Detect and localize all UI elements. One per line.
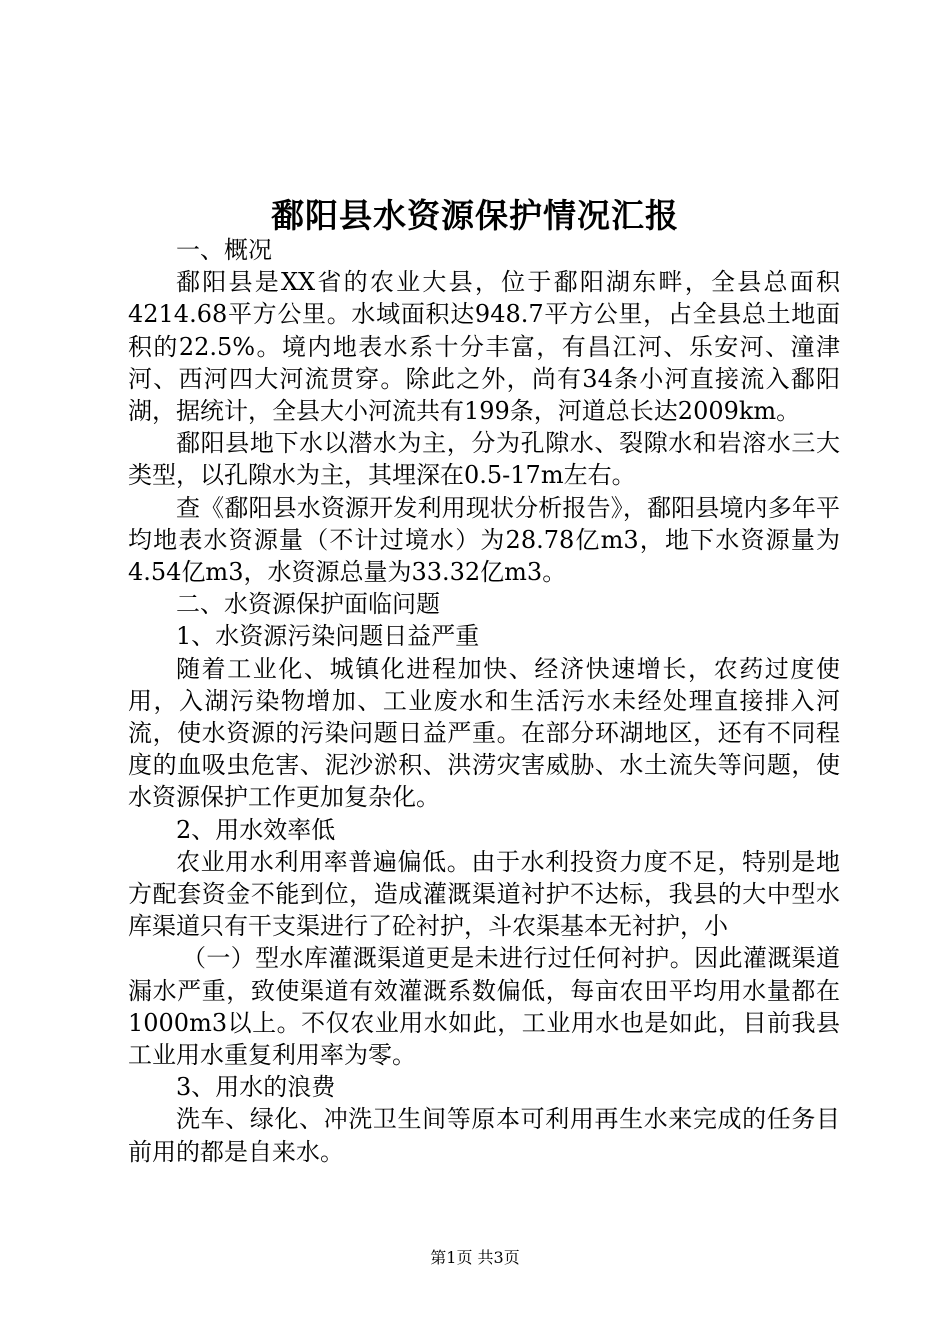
section-heading-problems: 二、水资源保护面临问题	[176, 590, 440, 619]
paragraph-efficiency: 农业用水利用率普遍偏低。由于水利投资力度不足，特别是地方配套资金不能到位，造成灌溉渠道衬护不达标，我县的大中型水库渠道只有干支渠进行了砼衬护，斗农渠基本无衬护，小	[128, 847, 840, 941]
paragraph-waste: 洗车、绿化、冲洗卫生间等原本可利用再生水来完成的任务目前用的都是自来水。	[128, 1105, 840, 1166]
paragraph-pollution: 随着工业化、城镇化进程加快、经济快速增长，农药过度使用，入湖污染物增加、工业废水和生活污水未经处理直接排入河流，使水资源的污染问题日益严重。在部分环湖地区，还有不同程度的血吸虫危害、泥沙淤积、洪涝灾害威胁、水土流失等问题，使水资源保护工作更加复杂化。	[128, 654, 840, 812]
subheading-efficiency: 2、用水效率低	[176, 815, 336, 844]
subheading-waste: 3、用水的浪费	[176, 1073, 336, 1102]
page-title: 鄱阳县水资源保护情况汇报	[271, 196, 679, 235]
page-footer: 第1页 共3页	[430, 1248, 520, 1267]
paragraph-water-resources-report: 查《鄱阳县水资源开发利用现状分析报告》，鄱阳县境内多年平均地表水资源量（不计过境水）为28.78亿m3，地下水资源量为4.54亿m3，水资源总量为33.32亿m3。	[128, 493, 840, 587]
subheading-pollution: 1、水资源污染问题日益严重	[176, 622, 480, 651]
paragraph-groundwater: 鄱阳县地下水以潜水为主，分为孔隙水、裂隙水和岩溶水三大类型，以孔隙水为主，其埋深在0.5-17m左右。	[128, 429, 840, 490]
section-heading-overview: 一、概况	[176, 236, 272, 264]
document-body	[128, 234, 840, 1168]
paragraph-irrigation: （一）型水库灌溉渠道更是未进行过任何衬护。因此灌溉渠道漏水严重，致使渠道有效灌溉系数偏低，每亩农田平均用水量都在1000m3以上。不仅农业用水如此，工业用水也是如此，目前我县工业用水重复利用率为零。	[128, 944, 840, 1070]
paragraph-overview: 鄱阳县是XX省的农业大县，位于鄱阳湖东畔，全县总面积4214.68平方公里。水域面积达948.7平方公里，占全县总土地面积的22.5%。境内地表水系十分丰富，有昌江河、乐安河、潼津河、西河四大河流贯穿。除此之外，尚有34条小河直接流入鄱阳湖，据统计，全县大小河流共有199条，河道总长达2009km。	[128, 268, 840, 426]
